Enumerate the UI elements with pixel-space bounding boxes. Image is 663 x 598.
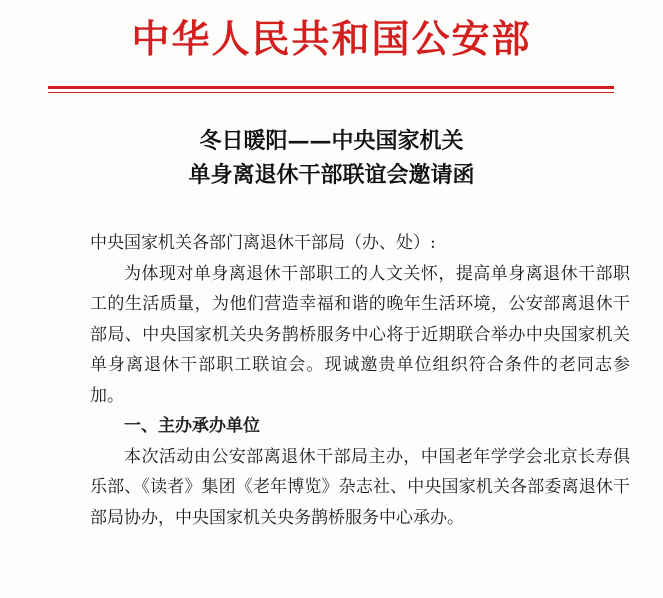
section-text-organizers: 本次活动由公安部离退休干部局主办，中国老年学学会北京长寿俱乐部、《读者》集团《老年博览》杂志社、中央国家机关各部委离退休干部局协办，中央国家机关央务鹊桥服务中心承办。 — [90, 446, 630, 528]
section-heading-organizers: 一、主办承办单位 — [124, 416, 260, 436]
document-title-line-2: 单身离退休干部联谊会邀请函 — [188, 162, 475, 188]
intro-paragraph: 为体现对单身离退休干部职工的人文关怀，提高单身离退休干部职工的生活质量，为他们营造幸福和谐的晚年生活环境，公安部离退休干部局、中央国家机关央务鹊桥服务中心将于近期联合举办中央国家机关单身离退休干部职工联谊会。现诚邀贵单位组织符合条件的老同志参加。 — [90, 263, 630, 406]
salutation: 中央国家机关各部门离退休干部局（办、处）: — [90, 233, 436, 253]
letterhead-red-rule-thin — [48, 92, 614, 93]
document-body — [90, 228, 630, 533]
letterhead-org-name: 中华人民共和国公安部 — [131, 16, 532, 61]
document-title-line-1: 冬日暖阳——中央国家机关 — [199, 128, 464, 154]
letterhead-red-rule-thick — [48, 86, 614, 89]
